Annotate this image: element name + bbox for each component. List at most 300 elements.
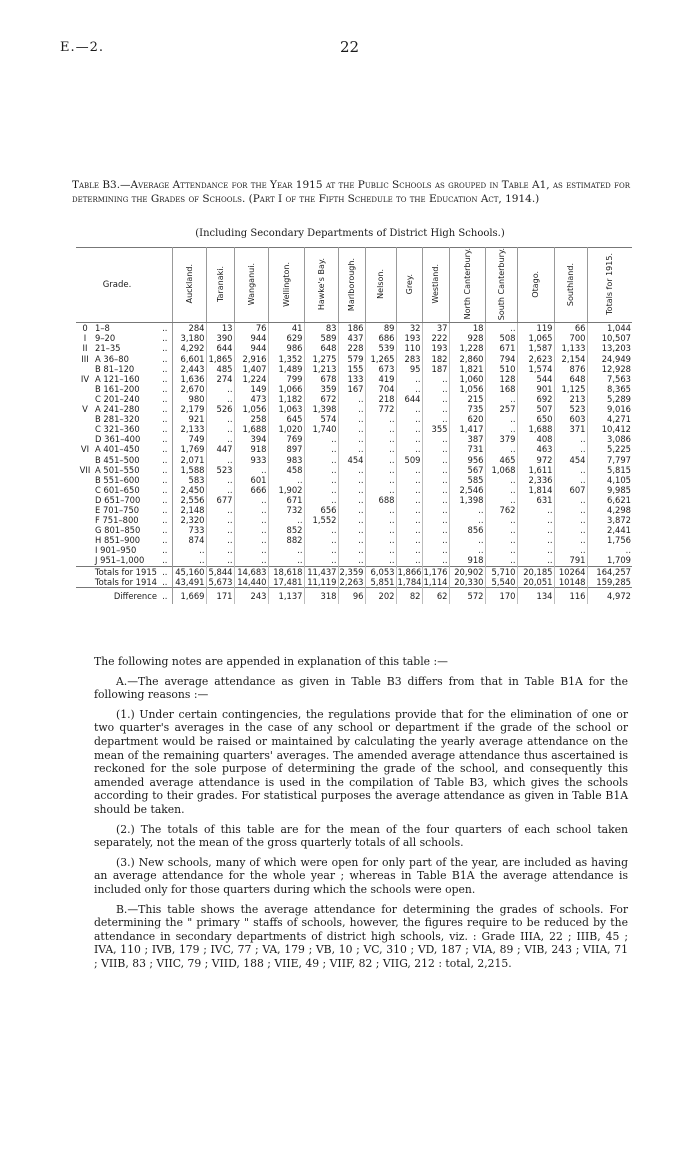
table-cell: .. xyxy=(206,384,234,394)
table-cell: 1,865 xyxy=(206,354,234,364)
table-cell: 1,688 xyxy=(517,424,554,434)
table-cell: 956 xyxy=(449,455,485,465)
table-cell: 387 xyxy=(449,434,485,444)
table-cell: .. xyxy=(517,535,554,545)
table-cell: 944 xyxy=(234,333,268,343)
leader-dots: .. xyxy=(158,455,172,465)
table-cell: .. xyxy=(365,434,396,444)
table-cell: 2,263 xyxy=(339,576,364,587)
table-cell: 735 xyxy=(449,404,485,414)
table-cell: 986 xyxy=(268,343,304,353)
table-cell: .. xyxy=(422,515,449,525)
table-cell: 1,020 xyxy=(268,424,304,434)
grade-roman: Totals for 1914 xyxy=(94,576,157,587)
table-cell: 574 xyxy=(304,414,338,424)
table-cell: 686 xyxy=(365,333,396,343)
note-2: (2.) The totals of this table are for the mean of the four quarters of each school taken separately, not the mean of the gross quarterly totals of all schools. xyxy=(94,822,628,850)
grade-roman xyxy=(76,394,94,404)
table-subtitle: (Including Secondary Departments of District High Schools.) xyxy=(195,228,505,239)
table-cell: 7,797 xyxy=(607,454,631,465)
column-header: Totals for 1915. xyxy=(587,248,632,323)
table-row xyxy=(76,374,632,384)
table-cell: 572 xyxy=(449,587,485,604)
table-cell: .. xyxy=(172,545,206,555)
table-cell: 4,271 xyxy=(607,414,631,425)
table-cell: 6,053 xyxy=(365,566,396,577)
table-cell: .. xyxy=(396,465,422,475)
leader-dots: .. xyxy=(158,465,172,475)
table-cell: 10148 xyxy=(554,577,587,588)
table-cell: .. xyxy=(396,444,422,454)
grade-range: B 451–500 xyxy=(95,454,140,465)
grade-roman xyxy=(76,424,94,434)
table-cell: .. xyxy=(485,424,517,434)
table-cell: .. xyxy=(338,535,365,545)
table-cell: 283 xyxy=(396,354,422,364)
table-cell: 8,365 xyxy=(607,383,631,394)
table-cell: .. xyxy=(554,434,587,444)
table-cell: 186 xyxy=(338,323,365,334)
table-cell: .. xyxy=(554,495,587,505)
table-cell: 20,902 xyxy=(449,566,485,577)
table-title: Table B3.—Average Attendance for the Year 1915 at the Public Schools as grouped in Table A1, as estimated for determining the Grades of Schools. (Part I of the Fifth Schedule to the Education Act, 1914.) xyxy=(72,179,630,205)
table-cell: 1,709 xyxy=(607,555,631,566)
table-cell: 656 xyxy=(304,505,338,515)
grade-range: B 281–320 xyxy=(95,414,140,425)
grade-range: B 551–600 xyxy=(95,474,140,485)
table-row xyxy=(76,545,632,555)
table-cell: 5,851 xyxy=(365,577,396,588)
table-row xyxy=(76,475,632,485)
table-cell: 1,552 xyxy=(304,515,338,525)
table-cell: 620 xyxy=(449,414,485,424)
table-cell: .. xyxy=(304,485,338,495)
totals-1915-row xyxy=(76,566,632,577)
column-header: Hawke's Bay. xyxy=(304,248,338,323)
table-row xyxy=(76,485,632,495)
table-cell: .. xyxy=(206,555,234,566)
table-cell: .. xyxy=(338,505,365,515)
table-cell: 202 xyxy=(365,587,396,604)
table-cell: .. xyxy=(304,525,338,535)
table-cell: .. xyxy=(338,495,365,505)
table-cell: .. xyxy=(338,545,365,555)
table-cell: 83 xyxy=(304,323,338,334)
column-header: Southland. xyxy=(554,248,587,323)
table-cell: 791 xyxy=(554,555,587,566)
table-cell: .. xyxy=(396,424,422,434)
table-cell: 1,611 xyxy=(517,465,554,475)
table-cell: .. xyxy=(422,384,449,394)
table-cell: 4,105 xyxy=(607,474,631,485)
leader-dots: .. xyxy=(158,364,172,374)
table-cell: .. xyxy=(365,465,396,475)
leader-dots: .. xyxy=(158,333,172,343)
table-cell: 1,228 xyxy=(449,343,485,353)
column-header: North Canterbury. xyxy=(449,248,485,323)
table-cell: 510 xyxy=(485,364,517,374)
table-cell: 1,588 xyxy=(172,465,206,475)
table-cell: 1,137 xyxy=(268,587,304,604)
table-cell: 589 xyxy=(304,333,338,343)
table-cell: 274 xyxy=(206,374,234,384)
grade-range: J 951–1,000 xyxy=(95,555,145,566)
grade-roman xyxy=(76,535,94,545)
table-cell: .. xyxy=(234,535,268,545)
leader-dots: .. xyxy=(158,577,172,588)
table-cell: .. xyxy=(365,475,396,485)
table-cell: .. xyxy=(365,455,396,465)
table-cell: 918 xyxy=(449,555,485,566)
grade-range: 21–35 xyxy=(95,343,121,354)
table-cell: 983 xyxy=(268,455,304,465)
table-cell: 4,972 xyxy=(587,587,632,604)
column-header: Grey. xyxy=(396,248,422,323)
table-cell: 882 xyxy=(268,535,304,545)
grade-range: E 701–750 xyxy=(95,504,140,515)
grade-range: A 241–280 xyxy=(95,404,140,415)
table-cell: .. xyxy=(338,404,365,414)
column-header: Otago. xyxy=(517,248,554,323)
table-cell: 170 xyxy=(485,587,517,604)
table-cell: 2,860 xyxy=(449,354,485,364)
grade-roman: IV xyxy=(80,373,90,384)
column-header: Auckland. xyxy=(172,248,206,323)
table-row xyxy=(76,555,632,566)
table-cell: .. xyxy=(206,485,234,495)
table-cell: 666 xyxy=(234,485,268,495)
table-cell: .. xyxy=(422,465,449,475)
table-cell: .. xyxy=(365,525,396,535)
grade-range: B 161–200 xyxy=(95,383,140,394)
table-cell: .. xyxy=(449,535,485,545)
table-cell: 585 xyxy=(449,475,485,485)
table-cell: 116 xyxy=(554,587,587,604)
leader-dots: .. xyxy=(158,404,172,414)
table-cell: .. xyxy=(449,545,485,555)
table-cell: 1,063 xyxy=(268,404,304,414)
table-cell: 215 xyxy=(449,394,485,404)
table-cell: 110 xyxy=(396,343,422,353)
table-cell: .. xyxy=(422,555,449,566)
table-cell: 454 xyxy=(338,455,365,465)
table-cell: 1,489 xyxy=(268,364,304,374)
table-row xyxy=(76,535,632,545)
table-cell: 539 xyxy=(365,343,396,353)
table-cell: 5,673 xyxy=(206,577,234,588)
table-cell: .. xyxy=(206,505,234,515)
table-cell: .. xyxy=(234,525,268,535)
table-row xyxy=(76,333,632,343)
table-cell: .. xyxy=(396,475,422,485)
table-cell: .. xyxy=(396,505,422,515)
table-cell: .. xyxy=(365,505,396,515)
table-cell: 876 xyxy=(554,364,587,374)
table-cell: 772 xyxy=(365,404,396,414)
table-cell: 9,016 xyxy=(607,404,631,415)
table-cell: .. xyxy=(234,555,268,566)
table-cell: 228 xyxy=(338,343,365,353)
table-cell: .. xyxy=(338,444,365,454)
table-cell: .. xyxy=(422,455,449,465)
leader-dots: .. xyxy=(158,384,172,394)
table-cell: 5,289 xyxy=(607,393,631,404)
table-cell: 1,060 xyxy=(449,374,485,384)
table-cell: .. xyxy=(396,434,422,444)
table-cell: 603 xyxy=(554,414,587,424)
table-cell: 408 xyxy=(517,434,554,444)
header-spacer xyxy=(158,248,172,323)
table-cell: 473 xyxy=(234,394,268,404)
table-cell: .. xyxy=(234,505,268,515)
table-cell: .. xyxy=(422,414,449,424)
table-cell: 769 xyxy=(268,434,304,444)
table-cell: .. xyxy=(485,414,517,424)
table-cell: .. xyxy=(234,515,268,525)
table-cell: 95 xyxy=(396,364,422,374)
table-row xyxy=(76,404,632,414)
table-cell: 243 xyxy=(234,587,268,604)
page-number: 22 xyxy=(340,38,360,56)
table-cell: 2,443 xyxy=(172,364,206,374)
grade-range: 9–20 xyxy=(95,333,116,344)
table-cell: 18,618 xyxy=(268,566,304,577)
page-header-ref: E.—2. xyxy=(60,40,105,55)
table-cell: .. xyxy=(422,525,449,535)
table-cell: 733 xyxy=(172,525,206,535)
table-header-row xyxy=(76,248,632,323)
table-cell: 1,125 xyxy=(554,384,587,394)
table-cell: 2,623 xyxy=(517,354,554,364)
table-cell: 2,670 xyxy=(172,384,206,394)
table-cell: .. xyxy=(304,535,338,545)
table-cell: 1,182 xyxy=(268,394,304,404)
leader-dots: .. xyxy=(158,444,172,454)
table-cell: 1,740 xyxy=(304,424,338,434)
table-cell: 1,636 xyxy=(172,374,206,384)
table-cell: 645 xyxy=(268,414,304,424)
table-cell: .. xyxy=(396,404,422,414)
table-row xyxy=(76,515,632,525)
table-cell: 1,066 xyxy=(268,384,304,394)
table-cell: 731 xyxy=(449,444,485,454)
leader-dots: .. xyxy=(158,515,172,525)
table-cell: 167 xyxy=(338,384,365,394)
table-cell: 437 xyxy=(338,333,365,343)
table-cell: 76 xyxy=(234,323,268,334)
table-cell: 359 xyxy=(304,384,338,394)
grade-roman: III xyxy=(81,353,89,364)
table-cell: 419 xyxy=(365,374,396,384)
table-cell: 673 xyxy=(365,364,396,374)
notes-section xyxy=(94,655,628,976)
table-cell: 379 xyxy=(485,434,517,444)
table-row xyxy=(76,424,632,434)
table-cell: .. xyxy=(485,515,517,525)
table-cell: 5,225 xyxy=(607,444,631,455)
table-cell: .. xyxy=(554,525,587,535)
grade-range: C 321–360 xyxy=(95,424,140,435)
table-cell: 1,224 xyxy=(234,374,268,384)
table-cell: 133 xyxy=(338,374,365,384)
table-cell: .. xyxy=(422,535,449,545)
note-a-intro: A.—The average attendance as given in Table B3 differs from that in Table B1A for the following reasons :— xyxy=(94,674,628,702)
table-cell: 2,441 xyxy=(607,525,631,536)
table-cell: 601 xyxy=(234,475,268,485)
column-header: Nelson. xyxy=(365,248,396,323)
table-cell: 6,601 xyxy=(172,354,206,364)
table-cell: .. xyxy=(396,525,422,535)
table-cell: .. xyxy=(304,475,338,485)
grade-range: D 651–700 xyxy=(95,494,141,505)
leader-dots: .. xyxy=(158,343,172,353)
table-cell: 523 xyxy=(554,404,587,414)
table-cell: 37 xyxy=(422,323,449,334)
table-cell: .. xyxy=(206,455,234,465)
leader-dots: .. xyxy=(158,525,172,535)
table-cell: .. xyxy=(304,434,338,444)
table-cell: 213 xyxy=(554,394,587,404)
table-cell: 465 xyxy=(485,455,517,465)
grade-roman: I xyxy=(83,333,87,344)
table-cell: 5,540 xyxy=(485,577,517,588)
table-cell: .. xyxy=(396,545,422,555)
table-cell: .. xyxy=(206,394,234,404)
grade-roman xyxy=(76,515,94,525)
table-cell: 631 xyxy=(517,495,554,505)
table-cell: .. xyxy=(268,515,304,525)
table-cell: 11,119 xyxy=(304,577,338,588)
table-cell: 258 xyxy=(234,414,268,424)
table-cell: .. xyxy=(206,545,234,555)
table-cell: .. xyxy=(396,535,422,545)
table-row xyxy=(76,495,632,505)
table-cell: .. xyxy=(172,555,206,566)
table-cell: 96 xyxy=(338,587,365,604)
grade-roman xyxy=(76,384,94,394)
table-cell: .. xyxy=(396,485,422,495)
table-cell: 89 xyxy=(365,323,396,334)
table-cell: .. xyxy=(422,374,449,384)
table-cell: 918 xyxy=(234,444,268,454)
table-cell: .. xyxy=(554,535,587,545)
leader-dots: .. xyxy=(158,485,172,495)
table-cell: 526 xyxy=(206,404,234,414)
table-cell: 168 xyxy=(485,384,517,394)
table-cell: .. xyxy=(485,323,517,334)
leader-dots: .. xyxy=(158,354,172,364)
table-cell: 1,352 xyxy=(268,354,304,364)
table-cell: 762 xyxy=(485,505,517,515)
table-cell: 607 xyxy=(554,485,587,495)
table-cell: 6,621 xyxy=(607,494,631,505)
table-cell: 794 xyxy=(485,354,517,364)
table-cell: 671 xyxy=(485,343,517,353)
table-cell: 284 xyxy=(172,323,206,334)
table-cell: 4,298 xyxy=(607,504,631,515)
table-cell: .. xyxy=(365,555,396,566)
table-cell: .. xyxy=(206,535,234,545)
table-cell: 644 xyxy=(396,394,422,404)
table-cell: 32 xyxy=(396,323,422,334)
grade-header: Grade. xyxy=(76,248,158,323)
table-cell: 1,756 xyxy=(607,535,631,546)
table-cell: 447 xyxy=(206,444,234,454)
table-row xyxy=(76,444,632,454)
table-cell: 1,114 xyxy=(423,576,448,587)
table-cell: .. xyxy=(485,535,517,545)
leader-dots: .. xyxy=(158,424,172,434)
table-cell: 579 xyxy=(338,354,365,364)
grade-range: I 901–950 xyxy=(95,545,137,556)
table-cell: 318 xyxy=(304,587,338,604)
table-cell: 2,179 xyxy=(172,404,206,414)
table-cell: 218 xyxy=(365,394,396,404)
table-cell: 11,437 xyxy=(304,566,338,577)
table-cell: 799 xyxy=(268,374,304,384)
table-cell: 509 xyxy=(396,455,422,465)
table-cell: 2,336 xyxy=(517,475,554,485)
table-cell: 2,320 xyxy=(172,515,206,525)
table-cell: 2,359 xyxy=(339,566,364,577)
table-cell: 17,481 xyxy=(268,577,304,588)
table-cell: .. xyxy=(485,485,517,495)
table-cell: 1,417 xyxy=(449,424,485,434)
table-cell: 134 xyxy=(517,587,554,604)
table-cell: 458 xyxy=(268,465,304,475)
leader-dots: .. xyxy=(158,394,172,404)
table-cell: .. xyxy=(206,414,234,424)
table-cell: .. xyxy=(365,545,396,555)
table-cell: 20,185 xyxy=(517,566,554,577)
table-cell: 1,065 xyxy=(517,333,554,343)
table-cell: .. xyxy=(268,545,304,555)
table-cell: 394 xyxy=(234,434,268,444)
leader-dots: .. xyxy=(158,323,172,334)
table-cell: 1,587 xyxy=(517,343,554,353)
table-cell: 677 xyxy=(206,495,234,505)
grade-range: D 361–400 xyxy=(95,434,141,445)
note-b: B.—This table shows the average attendance for determining the grades of schools. For determining the " primary " staffs of schools, however, the figures require to be reduced by the attendance in secondary departments of district high schools, viz. : Grade IIIA, 22 ; IIIB, 45 ; IVA, 110 ; IVB, 179 ; IVC, 77 ; VA, 179 ; VB, 10 ; VC, 310 ; VD, 187 ; VIA, 89 ; VIB, 243 ; VIIA, 71 ; VIIB, 83 ; VIIC, 79 ; VIID, 188 ; VIIE, 49 ; VIIF, 82 ; VIIG, 212 : total, 2,215. xyxy=(94,902,628,970)
table-cell: 20,330 xyxy=(449,577,485,588)
table-cell: .. xyxy=(396,495,422,505)
table-cell: 2,450 xyxy=(172,485,206,495)
table-cell: 9,985 xyxy=(607,484,631,495)
table-cell: .. xyxy=(554,465,587,475)
table-cell: .. xyxy=(517,555,554,566)
table-cell: .. xyxy=(422,434,449,444)
table-cell: 5,710 xyxy=(485,566,517,577)
grade-range: G 801–850 xyxy=(95,525,141,536)
table-cell: 41 xyxy=(268,323,304,334)
grade-roman: Totals for 1915 xyxy=(76,566,158,577)
table-cell: 155 xyxy=(338,364,365,374)
note-3: (3.) New schools, many of which were open for only part of the year, are included as having an average attendance for the whole year ; whereas in Table B1A the average attendance is included only for those quarters during which the schools were open. xyxy=(94,855,628,896)
table-cell: 149 xyxy=(234,384,268,394)
table-cell: 159,285 xyxy=(596,576,631,587)
table-cell: 2,071 xyxy=(172,455,206,465)
table-cell: .. xyxy=(422,495,449,505)
table-cell: 856 xyxy=(449,525,485,535)
table-cell: 3,180 xyxy=(172,333,206,343)
grade-roman xyxy=(76,505,94,515)
table-row xyxy=(76,414,632,424)
table-cell: .. xyxy=(517,545,554,555)
table-cell: 1,056 xyxy=(234,404,268,414)
table-cell: 13,203 xyxy=(601,343,631,354)
table-cell: 257 xyxy=(485,404,517,414)
table-cell: 164,257 xyxy=(587,566,632,577)
